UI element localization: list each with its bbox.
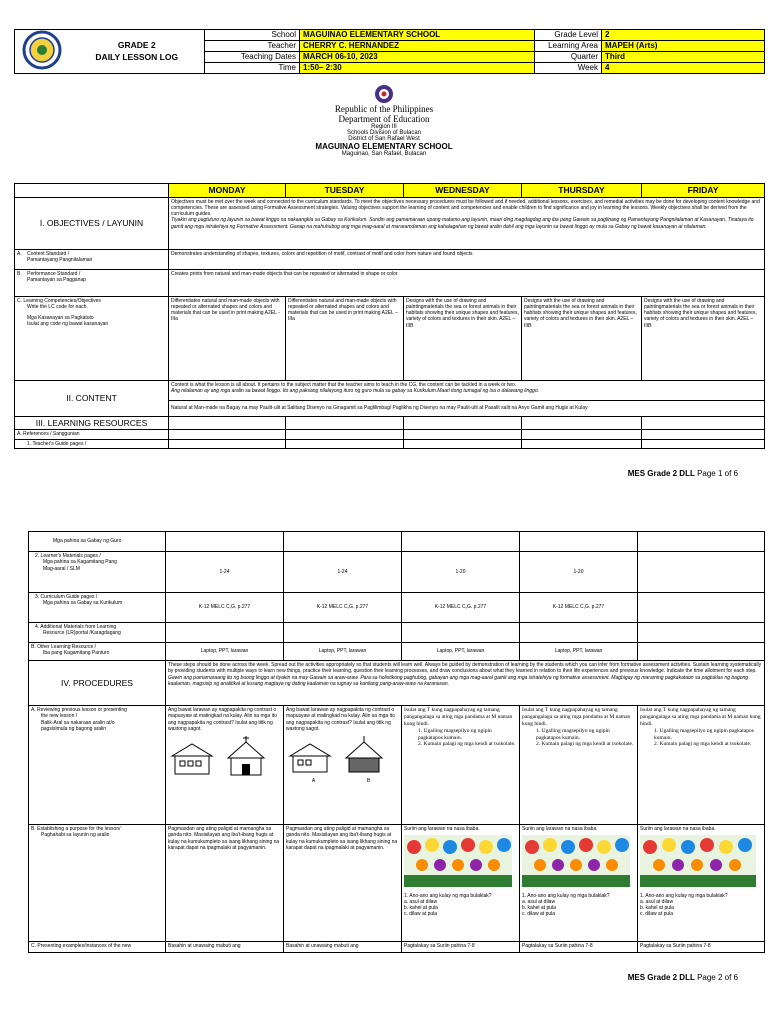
purpose-monday: Pagmasdan ang ating paligid at mamangha sa ganda nito. Masisilayan ang iba't-ibang hugis at kulay na kumukumpleto sa isang likhang sining na karapat dapat na ipagmalaki at pagyamanin.: [166, 825, 284, 942]
purpose-label1: Establishing a purpose for the lesson/: [37, 826, 121, 832]
teachers-guide-label: 1. Teacher's Guide pages /: [15, 439, 169, 448]
cg-label2: Mga pahina sa Gabay sa Kurikulum: [43, 600, 123, 607]
review-fri-item2: 2. Kumain palagi ng mga kendi at tsokolate.: [654, 741, 752, 748]
day-tuesday: TUESDAY: [286, 184, 404, 198]
purpose-thu-intro: Suriin ang larawan na nasa ibaba.: [522, 826, 598, 832]
competencies-letter: C.: [17, 297, 22, 304]
competencies-label3: Mga Kasanayan sa Pagkatuto: [27, 315, 94, 322]
purpose-wed-qb: b. kahel at pula: [404, 905, 438, 911]
resources-title: III. LEARNING RESOURCES: [15, 416, 169, 430]
flower-pattern-icon: [522, 835, 630, 887]
presenting-thursday: Pagtalakay sa Suriin pahina 7-8: [520, 942, 638, 953]
purpose-label: [29, 825, 166, 942]
option-b: B: [366, 778, 371, 785]
references-letter: A.: [17, 431, 22, 438]
purpose-wed-q1: 1. Ano-ano ang kulay ng mga bulaklak?: [404, 892, 492, 899]
presenting-tuesday: Basahin at unawaing mabuti ang: [284, 942, 402, 953]
purpose-friday: [638, 825, 765, 942]
deped-seal-icon: [373, 84, 395, 104]
learning-area-label: Learning Area: [535, 41, 602, 52]
content-standard-text: Demonstrates understanding of shapes, textures, colors and repetition of motif, contrast of motif and color from nature and found objects: [169, 249, 765, 269]
lm-friday: [638, 552, 765, 593]
additional-materials-label: [29, 623, 166, 643]
lm-label1: 2. Learner's Materials pages /: [35, 553, 101, 559]
objectives-title: I. OBJECTIVES / LAYUNIN: [15, 197, 169, 249]
purpose-thu-qb: b. kahel at pula: [522, 905, 556, 911]
footer2-page: Page 2 of 6: [694, 973, 738, 982]
competencies-label1: Learning Competencies/Objectives: [23, 297, 101, 304]
time-label: Time: [205, 63, 300, 74]
competency-friday: Designs with the use of drawing and paintingmaterials the sea or forest animals in their habitats showing their unique shapes and features, variety of colors and textures in their skin. A2EL – IIIB: [642, 296, 765, 380]
other-resources-label: [29, 643, 166, 661]
presenting-friday: Pagtalakay sa Suriin pahina 7-8: [638, 942, 765, 953]
review-fri-intro: Isulat ang T kung nagpapahayag ng tamang pangangalaga sa ating mga pandama at M naman kung hindi.: [640, 707, 761, 727]
learners-materials-label: [29, 552, 166, 593]
other-letter: B.: [31, 644, 36, 650]
cg-label1: 3. Curriculum Guide pages /: [35, 594, 98, 600]
blank-corner: [15, 184, 169, 198]
objectives-text: Objectives must be met over the week and connected to the curriculum standards. To meet the objectives necessary procedures must be followed and if needed, additional lessons, exercises, and remedial activities may be done for developing content knowledge and competencies. These are assessed using Formative Assessment strategies. Valuing objectives support the learning of content and competencies and enable children to find significance and joy in learning the lessons. Weekly objectives shall be derived from the curriculum guides.: [171, 198, 760, 218]
house-church-choice-icon: [286, 736, 396, 776]
review-fri-item1: 1. Ugaliing magsepilyo ng ngipin pagkatapos kumain.: [654, 727, 754, 741]
review-thursday: [520, 706, 638, 825]
review-wednesday: [402, 706, 520, 825]
review-label: [29, 706, 166, 825]
competency-tuesday: Differentiates natural and man-made objects with repeated or alternated shapes and colors and materials that can be used in print making A2EL – IIIa: [286, 296, 404, 380]
presenting-text: Presenting examples/instances of the new: [37, 943, 132, 949]
lm-thursday: 1-20: [520, 552, 638, 593]
day-friday: FRIDAY: [642, 184, 765, 198]
day-thursday: THURSDAY: [522, 184, 642, 198]
review-label4: pagsisimula ng bagong aralin: [41, 725, 107, 732]
procedures-text: These steps should be done across the week. Spread out the activities appropriately so that students will learn well. Always be guided by demonstration of learning by the students which you can infer from formative assessment activities. Sustain learning systematically by providing students with multiple ways to learn new things, practice their learning, question their learning processes, and draw conclusions about what they learned in relation to their life experiences and previous knowledge. Indicate the time allotment for each step.: [168, 662, 762, 675]
content-text-filipino: Ang nilalaman ay ang mga aralin sa bawat linggo. Ito ang paksang nilalayong ituro ng guro mula sa gabay sa Kurikulum.Maari itong tumagal ng isa o dalawang linggo.: [171, 387, 540, 394]
flower-pattern-icon: [404, 835, 512, 887]
review-wed-intro: Isulat ang T kung nagpapahayag ng tamang pangangalaga sa ating mga pandama at M naman kung hindi.: [404, 707, 513, 727]
review-tuesday-text: Ang bawat larawan ay nagpapakita ng contrast o mapusyaw at matingkad na kulay. Alin sa mga ito ang nagpapakita ng contrast? Isulat ang titik ng wastong sagot.: [286, 707, 395, 732]
cg-monday: K-12 MELC C,G. p.277: [166, 593, 284, 623]
competencies-label: [15, 296, 169, 380]
grade-title: GRADE 2: [117, 39, 156, 50]
objectives-cell: [169, 197, 765, 249]
procedures-text-filipino: Gawin ang pamamaraang ito ng buong linggo at tiyakin na may Gawain sa araw-araw. Para sa holistikong paghubog, gabayan ang mga mag-aaral gamit ang mga istratehiya ng formative assessment. Magbigay ng maraming pagkakataon sa pagtuklas ng bagong kaalaman, magsisip ng analitikal at kusang magtaya ng dating kaalaman na iugnay sa kanilang pang-araw-araw na karanasan.: [168, 674, 749, 687]
purpose-wed-intro: Suriin ang larawan na nasa ibaba.: [404, 826, 480, 832]
content-standard-label2: Pamantayang Pangnilalaman: [27, 256, 93, 263]
purpose-fri-qa: a. asul at dilaw: [640, 898, 674, 905]
flower-pattern-icon: [640, 835, 756, 887]
add-label1: 4. Additional Materials from Learning: [35, 624, 117, 630]
content-title: II. CONTENT: [15, 380, 169, 416]
review-label1: Reviewing previous lesson or presenting: [37, 707, 127, 713]
teacher-label: Teacher: [205, 41, 300, 52]
performance-standard-label: [15, 269, 169, 296]
other-friday: [638, 643, 765, 661]
lm-label2: Mga pahina sa Kagamitang Pang: [43, 559, 117, 566]
review-friday: [638, 706, 765, 825]
division-line: Schools Division of Bulacan: [346, 130, 422, 136]
teaching-dates-label: Teaching Dates: [205, 52, 300, 63]
content-text-cell: [169, 380, 765, 400]
grade-level-value: 2: [602, 30, 765, 41]
review-label3: Balik-Aral sa nakaraan aralin at/o: [41, 719, 115, 726]
performance-standard-label1: Performance Standard /: [27, 270, 81, 277]
objectives-text-filipino: Tiyakin ang pagtuturo ng layunin sa bawat linggo na nakaangkla sa Gabay sa Kurikulum. Sundin ang pamamaraan upang matamo ang layunin, maari ding magdagdag ang iba pang Gawain sa paglinang ng Pamantayang Pangnilalaman at Kasanayan. Tinataya ito gamit ang mga istratehiya ng Formative Assessment. Ganap na mahuhubog ang mga mag-aaral at mararamdaman ang kahalagahan ng bawat aralin dahil ang mga layunin sa bawat linggo ay mula sa Gabay ng bawat kasanayan at nilalaman.: [171, 217, 754, 230]
content-topic: Natural at Man-made na Bagay na may Paulit-ulit at Salitang Disenyo na Ginagamit sa Paglilimbag/ Paglikha ng Disenyo na may Paulit-ulit at Pasalit salit na Anyo Gamit ang Hugis at Kulay: [169, 400, 765, 416]
deped-line: Department of Education: [338, 114, 430, 124]
review-label2: the new lesson /: [41, 713, 78, 720]
competencies-label4: Isulat ang code ng bawat kasanayan: [27, 321, 109, 328]
lm-monday: 1-24: [166, 552, 284, 593]
log-title: DAILY LESSON LOG: [95, 51, 179, 62]
purpose-thu-qa: a. asul at dilaw: [522, 898, 556, 905]
school-value: MAGUINAO ELEMENTARY SCHOOL: [300, 30, 535, 41]
performance-standard-letter: B.: [17, 270, 22, 277]
performance-standard-label2: Pamantayan sa Pagganap: [27, 276, 86, 283]
footer1-title: MES Grade 2 DLL: [627, 469, 695, 478]
review-monday: [166, 706, 284, 825]
references-text: References / Sanggunian: [23, 431, 80, 438]
purpose-fri-qc: c. dilaw at pula: [640, 911, 674, 918]
purpose-letter: B.: [31, 826, 36, 832]
other-label2: Iba pang Kagamitang Panturo: [43, 650, 110, 657]
school-logo-cell: [15, 30, 70, 74]
school-seal-icon: [21, 30, 63, 70]
purpose-fri-q1: 1. Ano-ano ang kulay ng mga bulaklak?: [640, 892, 728, 899]
day-monday: MONDAY: [169, 184, 286, 198]
curriculum-guide-label: [29, 593, 166, 623]
cg-wednesday: K-12 MELC C,G. p.277: [402, 593, 520, 623]
time-value: 1:50– 2:30: [300, 63, 535, 74]
cg-tuesday: K-12 MELC C,G. p.277: [284, 593, 402, 623]
region-line: Region III: [371, 124, 397, 130]
purpose-tuesday: Pagmasdan ang ating paligid at mamangha sa ganda nito. Masisilayan ang iba't-ibang hugis at kulay na kumukumpleto sa isang likhang sining na karapat dapat na ipagmalaki at pagyamanin.: [284, 825, 402, 942]
log-title-cell: [70, 30, 205, 74]
performance-standard-text: Creates prints from natural and man-made objects that can be repeated or alternated in shape or color.: [169, 269, 765, 296]
lm-label3: Mag-aaral / SLM: [43, 565, 80, 572]
review-wed-item1: 1. Ugaliing magsepilyo ng ngipin pagkatapos kumain.: [418, 727, 492, 741]
review-thu-intro: Isulat ang T kung nagpapahayag ng tamang pangangalaga sa ating mga pandama at M naman kung hindi.: [522, 707, 631, 727]
other-thursday: Laptop, PPT, larawan: [520, 643, 638, 661]
learning-area-value: MAPEH (Arts): [602, 41, 765, 52]
option-a: A: [311, 778, 316, 785]
purpose-wednesday: [402, 825, 520, 942]
other-wednesday: Laptop, PPT, larawan: [402, 643, 520, 661]
review-thu-item1: 1. Ugaliing magsepilyo ng ngipin pagkatapos kumain.: [536, 727, 610, 741]
page1-footer: [628, 469, 738, 478]
republic-line: Republic of the Philippines: [334, 104, 434, 114]
purpose-thursday: [520, 825, 638, 942]
references-label: [15, 430, 169, 439]
house-church-illustration-icon: [168, 736, 278, 778]
content-standard-letter: A.: [17, 250, 22, 257]
review-letter: A.: [31, 707, 36, 713]
cg-friday: [638, 593, 765, 623]
content-standard-label1: Content Standard /: [27, 250, 70, 257]
procedures-cell: [166, 661, 765, 706]
purpose-fri-intro: Suriin ang larawan na nasa ibaba.: [640, 826, 716, 832]
review-wed-item2: 2. Kumain palagi ng mga kendi at tsokolate.: [418, 741, 516, 748]
address-line: Maguinao, San Rafael, Bulacan: [341, 151, 427, 157]
letterhead: [0, 84, 768, 157]
presenting-monday: Basahin at unawaing mabuti ang: [166, 942, 284, 953]
day-wednesday: WEDNESDAY: [404, 184, 522, 198]
footer1-page: Page 1 of 6: [694, 469, 738, 478]
review-tuesday: [284, 706, 402, 825]
purpose-thu-qc: c. dilaw at pula: [522, 911, 556, 918]
quarter-value: Third: [602, 52, 765, 63]
lm-tuesday: 1-24: [284, 552, 402, 593]
teaching-dates-value: MARCH 06-10, 2023: [300, 52, 535, 63]
purpose-thu-q1: 1. Ano-ano ang kulay ng mga bulaklak?: [522, 892, 610, 899]
content-standard-label: [15, 249, 169, 269]
other-tuesday: Laptop, PPT, larawan: [284, 643, 402, 661]
procedures-title: IV. PROCEDURES: [29, 661, 166, 706]
competency-wednesday: Designs with the use of drawing and paintingmaterials the sea or forest animals in their habitats showing their unique shapes and features, variety of colors and textures in their skin. A2EL – IIIB: [404, 296, 522, 380]
lesson-table-page1: [14, 183, 765, 449]
school-name-line: MAGUINAO ELEMENTARY SCHOOL: [315, 142, 453, 151]
content-text: Content is what the lesson is all about. It pertains to the subject matter that the teacher aims to teach in the CG, the content can be tackled in a week or two.: [171, 381, 517, 388]
other-label1: Other Learning Resource /: [37, 644, 97, 650]
week-label: Week: [535, 63, 602, 74]
review-monday-text: Ang bawat larawan ay nagpapakita ng contrast o mapusyaw at matingkad na kulay. Alin sa mga ito ang nagpapakita ng contrast? Isulat ang titik ng wastong sagot.: [168, 707, 277, 732]
lesson-table-page2: [28, 531, 765, 953]
cg-thursday: K-12 MELC C,G. p.277: [520, 593, 638, 623]
school-label: School: [205, 30, 300, 41]
competencies-label2: Write the LC code for each.: [27, 303, 88, 310]
teacher-value: CHERRY C. HERNANDEZ: [300, 41, 535, 52]
week-value: 4: [602, 63, 765, 74]
lm-wednesday: 1-20: [402, 552, 520, 593]
quarter-label: Quarter: [535, 52, 602, 63]
competency-monday: Differentiates natural and man-made objects with repeated or alternated shapes and colors and materials that can be used in print making A2EL - IIIa: [169, 296, 286, 380]
footer2-title: MES Grade 2 DLL: [627, 973, 695, 982]
review-thu-item2: 2. Kumain palagi ng mga kendi at tsokolate.: [536, 741, 634, 748]
page2-footer: [628, 973, 738, 982]
purpose-wed-qa: a. asul at dilaw: [404, 898, 438, 905]
teachers-guide-label2: Mga pahina sa Gabay ng Guro: [29, 532, 166, 552]
other-monday: Laptop, PPT, larawan: [166, 643, 284, 661]
presenting-label: [29, 942, 166, 953]
purpose-wed-qc: c. dilaw at pula: [404, 911, 438, 918]
header-block: [14, 29, 764, 82]
district-line: District of San Rafael West: [348, 136, 420, 142]
presenting-wednesday: Pagtalakay sa Suriin pahina 7-8: [402, 942, 520, 953]
grade-level-label: Grade Level: [535, 30, 602, 41]
competency-thursday: Designs with the use of drawing and paintingmaterials the sea or forest animals in their habitats showing their unique shapes and features, variety of colors and textures in their skin. A2EL – IIIB: [522, 296, 642, 380]
purpose-label2: Paghahabi sa layunin ng aralin: [41, 832, 110, 839]
presenting-letter: C.: [31, 943, 36, 949]
purpose-fri-qb: b. kahel at pula: [640, 905, 674, 911]
add-label2: Resource (LR)portal /Karagdagang: [43, 630, 121, 637]
